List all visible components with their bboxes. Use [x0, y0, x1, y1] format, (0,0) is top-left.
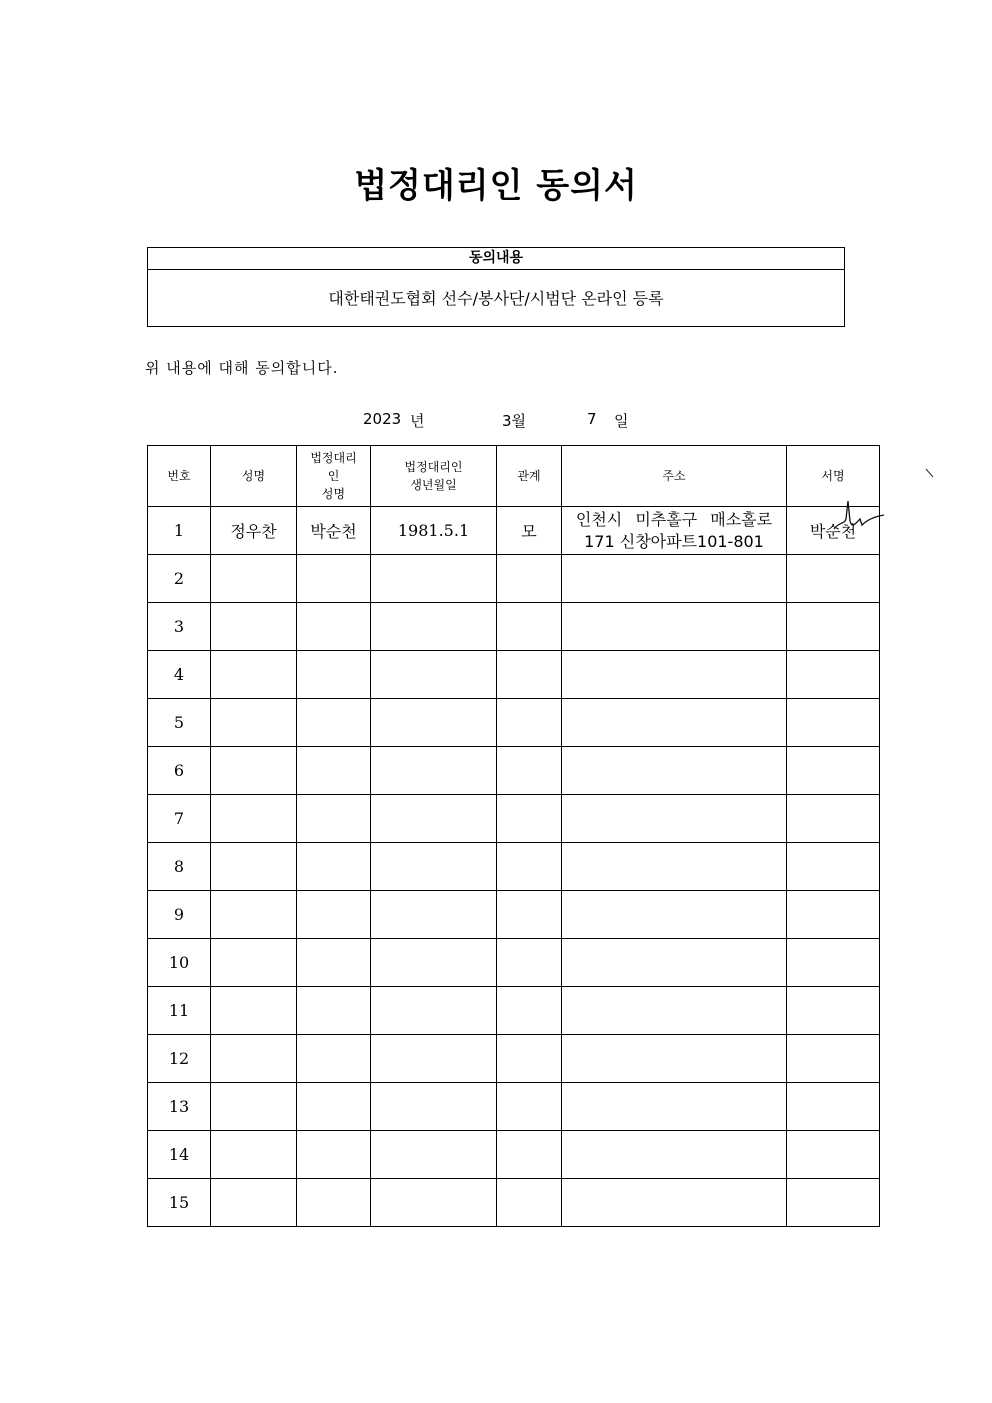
- header-no: 번호: [148, 446, 211, 507]
- cell-guardian-birth: [371, 1083, 497, 1131]
- cell-name: [211, 939, 297, 987]
- cell-address-line1: 인천시 미추홀구 매소홀로: [575, 509, 773, 529]
- cell-address: [562, 507, 787, 555]
- cell-address-line2: 171 신창아파트101-801: [584, 531, 764, 551]
- cell-no: 15: [148, 1179, 211, 1227]
- cell-no: 2: [148, 555, 211, 603]
- header-signature: 서명: [787, 446, 880, 507]
- consent-box: [147, 247, 845, 327]
- cell-relation: [497, 1179, 562, 1227]
- cell-name: [211, 1035, 297, 1083]
- cell-guardian-name: [297, 555, 371, 603]
- cell-guardian-birth: [371, 555, 497, 603]
- table-row: [148, 1131, 880, 1179]
- header-guardian-name-line2: 인: [327, 469, 340, 483]
- cell-guardian-name: [297, 1179, 371, 1227]
- cell-guardian-birth: 1981.5.1: [371, 507, 497, 555]
- cell-name: [211, 699, 297, 747]
- cell-relation: [497, 1083, 562, 1131]
- cell-no: 6: [148, 747, 211, 795]
- cell-address: [562, 747, 787, 795]
- cell-no: 1: [148, 507, 211, 555]
- cell-guardian-birth: [371, 987, 497, 1035]
- stray-pen-mark: [925, 467, 935, 479]
- cell-signature: [787, 747, 880, 795]
- cell-name: [211, 987, 297, 1035]
- cell-guardian-name: [297, 891, 371, 939]
- table-row: [148, 891, 880, 939]
- header-guardian-name-line1: 법정대리: [310, 451, 357, 465]
- table-row: [148, 795, 880, 843]
- cell-name: [211, 795, 297, 843]
- cell-no: 14: [148, 1131, 211, 1179]
- cell-guardian-birth: [371, 1035, 497, 1083]
- table-row: [148, 603, 880, 651]
- table-row: [148, 1179, 880, 1227]
- cell-address: [562, 795, 787, 843]
- date-year-unit: 년: [410, 412, 425, 430]
- cell-relation: [497, 603, 562, 651]
- cell-guardian-birth: [371, 1179, 497, 1227]
- cell-address: [562, 555, 787, 603]
- cell-name: [211, 1131, 297, 1179]
- date-year: 2023: [363, 410, 402, 428]
- cell-no: 13: [148, 1083, 211, 1131]
- cell-name: [211, 843, 297, 891]
- registration-table: [147, 445, 880, 1227]
- consent-text: 대한태권도협회 선수/봉사단/시범단 온라인 등록: [328, 289, 664, 308]
- cell-name: [211, 891, 297, 939]
- cell-guardian-name: [297, 843, 371, 891]
- cell-signature: [787, 843, 880, 891]
- handwritten-signature: [832, 499, 888, 539]
- cell-signature: [787, 795, 880, 843]
- cell-no: 5: [148, 699, 211, 747]
- cell-relation: [497, 891, 562, 939]
- header-guardian-birth: [371, 446, 497, 507]
- cell-signature: [787, 651, 880, 699]
- cell-guardian-name: [297, 747, 371, 795]
- cell-address: [562, 987, 787, 1035]
- cell-signature: [787, 891, 880, 939]
- table-row: [148, 555, 880, 603]
- cell-relation: [497, 795, 562, 843]
- cell-relation: [497, 987, 562, 1035]
- cell-guardian-name: 박순천: [297, 507, 371, 555]
- agree-statement: 위 내용에 대해 동의합니다.: [145, 359, 339, 377]
- table-header-row: [148, 446, 880, 507]
- cell-relation: [497, 651, 562, 699]
- document-title: 법정대리인 동의서: [354, 166, 638, 206]
- date-day-unit: 일: [614, 412, 629, 430]
- cell-guardian-name: [297, 1083, 371, 1131]
- cell-guardian-birth: [371, 651, 497, 699]
- cell-signature: [787, 507, 880, 555]
- cell-guardian-name: [297, 795, 371, 843]
- cell-address: [562, 843, 787, 891]
- cell-guardian-name: [297, 699, 371, 747]
- cell-address: [562, 1179, 787, 1227]
- date-month: 3월: [502, 412, 527, 430]
- cell-guardian-name: [297, 651, 371, 699]
- cell-signature: [787, 699, 880, 747]
- header-guardian-birth-line1: 법정대리인: [404, 460, 463, 474]
- cell-name: [211, 603, 297, 651]
- cell-relation: [497, 555, 562, 603]
- cell-guardian-birth: [371, 939, 497, 987]
- cell-address: [562, 603, 787, 651]
- consent-header: 동의내용: [148, 248, 844, 270]
- header-guardian-birth-line2: 생년월일: [410, 478, 457, 492]
- table-row: [148, 699, 880, 747]
- cell-signature: [787, 939, 880, 987]
- header-relation: 관계: [497, 446, 562, 507]
- cell-address: [562, 699, 787, 747]
- cell-signature: [787, 1131, 880, 1179]
- cell-signature-text: 박순천: [809, 522, 857, 541]
- cell-signature: [787, 1179, 880, 1227]
- cell-guardian-birth: [371, 891, 497, 939]
- date-day: 7: [587, 410, 597, 428]
- cell-guardian-name: [297, 939, 371, 987]
- cell-address: [562, 1035, 787, 1083]
- table-row: [148, 939, 880, 987]
- cell-relation: [497, 1131, 562, 1179]
- cell-name: [211, 555, 297, 603]
- cell-relation: [497, 699, 562, 747]
- cell-relation: [497, 843, 562, 891]
- cell-no: 11: [148, 987, 211, 1035]
- table-row: [148, 507, 880, 555]
- cell-guardian-name: [297, 987, 371, 1035]
- cell-name: [211, 747, 297, 795]
- cell-name: 정우찬: [211, 507, 297, 555]
- cell-name: [211, 1179, 297, 1227]
- table-row: [148, 843, 880, 891]
- cell-signature: [787, 987, 880, 1035]
- header-name: 성명: [211, 446, 297, 507]
- cell-no: 12: [148, 1035, 211, 1083]
- cell-guardian-birth: [371, 795, 497, 843]
- cell-guardian-birth: [371, 603, 497, 651]
- cell-no: 8: [148, 843, 211, 891]
- header-guardian-name-line3: 성명: [321, 487, 346, 501]
- cell-signature: [787, 555, 880, 603]
- cell-guardian-name: [297, 1131, 371, 1179]
- header-address: 주소: [562, 446, 787, 507]
- cell-signature: [787, 603, 880, 651]
- cell-address: [562, 651, 787, 699]
- cell-no: 3: [148, 603, 211, 651]
- cell-relation: [497, 1035, 562, 1083]
- cell-no: 7: [148, 795, 211, 843]
- cell-address: [562, 891, 787, 939]
- table-row: [148, 747, 880, 795]
- table-row: [148, 1035, 880, 1083]
- cell-guardian-birth: [371, 843, 497, 891]
- cell-name: [211, 651, 297, 699]
- cell-no: 4: [148, 651, 211, 699]
- table-row: [148, 987, 880, 1035]
- header-guardian-name: [297, 446, 371, 507]
- cell-address: [562, 939, 787, 987]
- cell-name: [211, 1083, 297, 1131]
- cell-guardian-name: [297, 603, 371, 651]
- cell-signature: [787, 1083, 880, 1131]
- cell-guardian-birth: [371, 1131, 497, 1179]
- cell-guardian-birth: [371, 699, 497, 747]
- cell-no: 9: [148, 891, 211, 939]
- cell-address: [562, 1131, 787, 1179]
- cell-relation: [497, 747, 562, 795]
- cell-guardian-birth: [371, 747, 497, 795]
- cell-guardian-name: [297, 1035, 371, 1083]
- cell-no: 10: [148, 939, 211, 987]
- cell-relation: 모: [497, 507, 562, 555]
- table-row: [148, 1083, 880, 1131]
- cell-address: [562, 1083, 787, 1131]
- cell-signature: [787, 1035, 880, 1083]
- cell-relation: [497, 939, 562, 987]
- table-row: [148, 651, 880, 699]
